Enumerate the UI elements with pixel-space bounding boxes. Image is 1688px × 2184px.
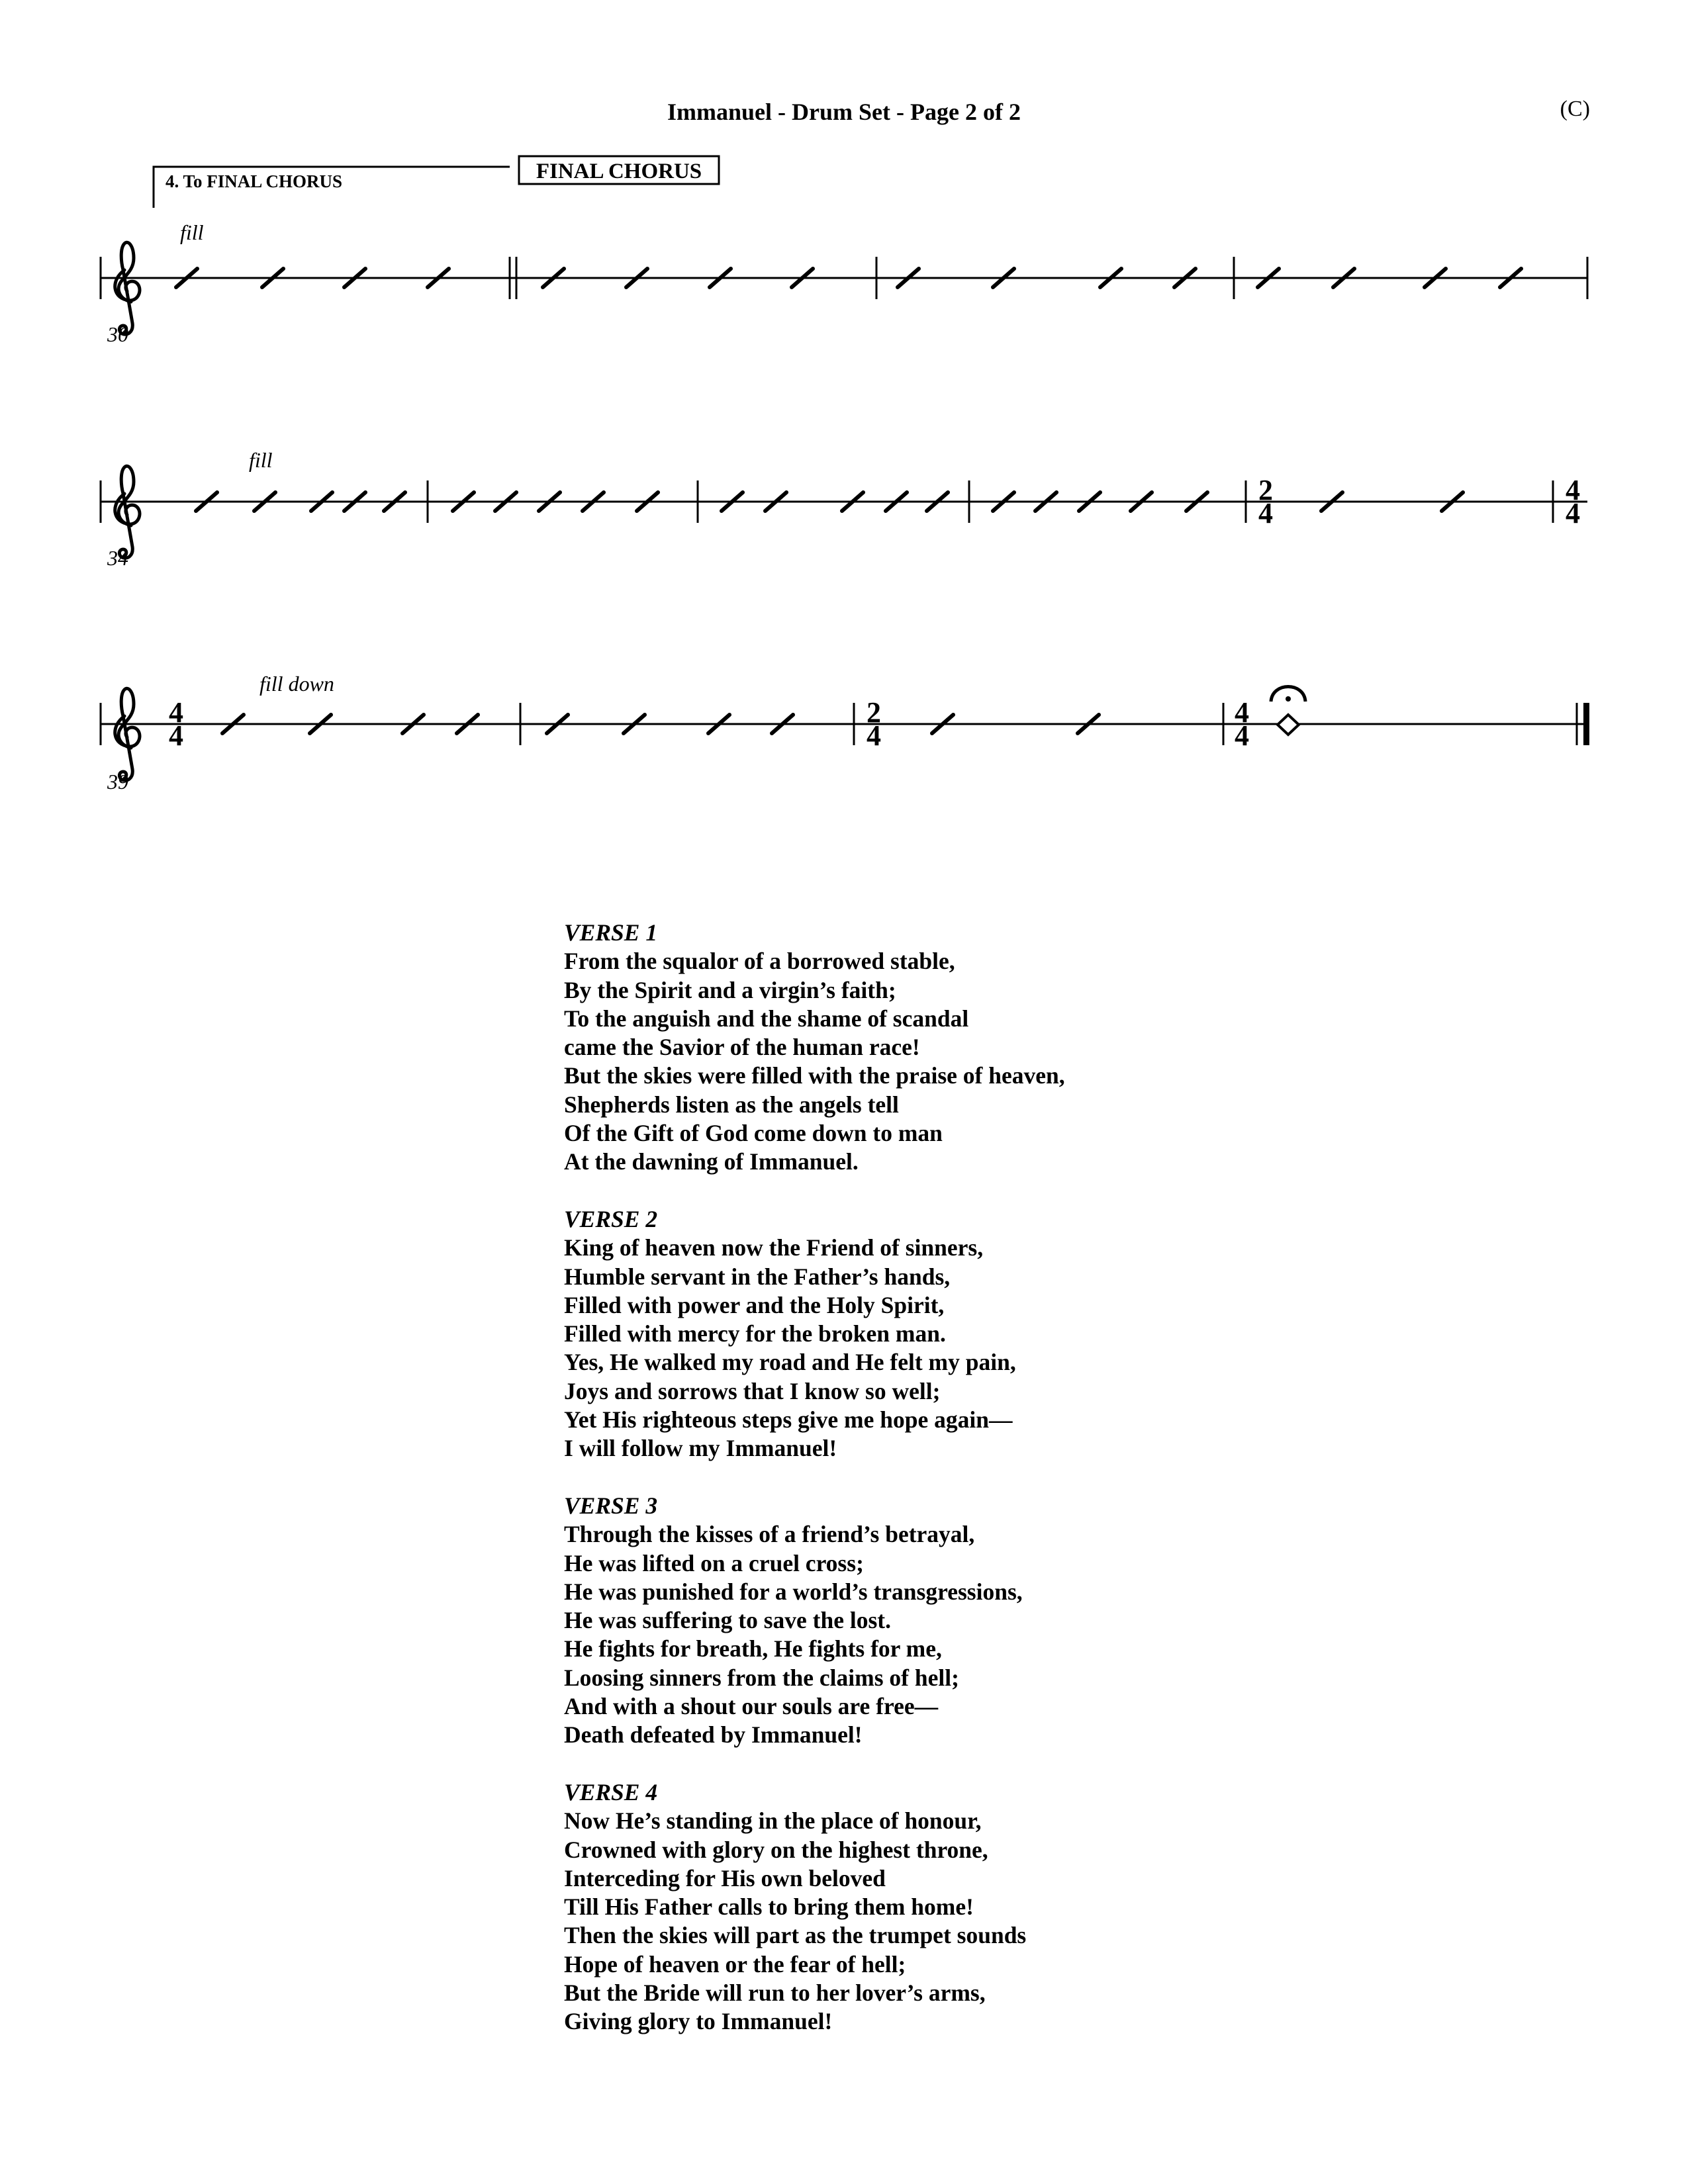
svg-text:4: 4 xyxy=(169,719,183,752)
lyric-line: At the dawning of Immanuel. xyxy=(564,1148,859,1175)
lyric-line: Through the kisses of a friend’s betrayal, xyxy=(564,1521,975,1548)
lyric-line: Loosing sinners from the claims of hell; xyxy=(564,1664,959,1691)
lyric-line: And with a shout our souls are free— xyxy=(564,1693,939,1720)
fill-direction: fill down xyxy=(259,672,334,696)
lyric-line: Till His Father calls to bring them home! xyxy=(564,1893,974,1921)
verse-heading: VERSE 2 xyxy=(564,1205,658,1232)
verse-heading: VERSE 4 xyxy=(564,1778,658,1805)
system-1 xyxy=(101,156,1587,346)
svg-text:2: 2 xyxy=(867,696,881,729)
verse-3 xyxy=(564,1492,1065,1750)
svg-text:4: 4 xyxy=(1235,696,1249,729)
verse-heading: VERSE 1 xyxy=(564,919,658,946)
verse-1 xyxy=(564,919,1065,1177)
svg-text:4: 4 xyxy=(1235,719,1249,752)
drum-score xyxy=(0,0,1688,814)
lyrics-block xyxy=(564,919,1065,2065)
time-signature-4-4 xyxy=(169,696,183,752)
lyric-line: Then the skies will part as the trumpet sounds xyxy=(564,1922,1027,1949)
lyric-line: Of the Gift of God come down to man xyxy=(564,1120,943,1147)
lyric-line: Crowned with glory on the highest throne, xyxy=(564,1836,988,1863)
treble-clef-icon xyxy=(115,688,140,780)
lyric-line: But the Bride will run to her lover’s arms, xyxy=(564,1979,986,2006)
lyric-line: Filled with power and the Holy Spirit, xyxy=(564,1291,945,1318)
lyric-line: Filled with mercy for the broken man. xyxy=(564,1320,946,1347)
lyric-line: Hope of heaven or the fear of hell; xyxy=(564,1950,906,1978)
system-2 xyxy=(101,448,1587,570)
rehearsal-mark: FINAL CHORUS xyxy=(536,159,702,183)
treble-clef-icon xyxy=(115,242,140,334)
verse-heading: VERSE 3 xyxy=(564,1492,658,1519)
fill-direction: fill xyxy=(180,220,204,244)
lyric-line: Death defeated by Immanuel! xyxy=(564,1721,863,1749)
lyric-line: Yet His righteous steps give me hope again— xyxy=(564,1406,1013,1433)
lyric-line: He was lifted on a cruel cross; xyxy=(564,1549,864,1576)
svg-text:4: 4 xyxy=(1566,474,1580,506)
time-signature-2-4 xyxy=(867,696,881,752)
lyric-line: Humble servant in the Father’s hands, xyxy=(564,1263,951,1290)
lyric-line: But the skies were filled with the praise of heaven, xyxy=(564,1062,1065,1089)
fermata-dot-icon xyxy=(1286,696,1291,702)
time-signature-2-4 xyxy=(1258,474,1273,529)
svg-text:4: 4 xyxy=(867,719,881,752)
whole-note-diamond-icon xyxy=(1278,715,1299,735)
svg-text:4: 4 xyxy=(169,696,183,729)
measure-number: 34 xyxy=(107,546,128,570)
lyric-line: Interceding for His own beloved xyxy=(564,1864,886,1891)
verse-4 xyxy=(564,1778,1065,2036)
lyric-line: King of heaven now the Friend of sinners, xyxy=(564,1234,984,1261)
lyric-line: came the Savior of the human race! xyxy=(564,1034,920,1061)
lyric-line: Giving glory to Immanuel! xyxy=(564,2008,833,2035)
treble-clef-icon xyxy=(115,466,140,558)
svg-text:4: 4 xyxy=(1258,497,1273,529)
lyric-line: To the anguish and the shame of scandal xyxy=(564,1005,969,1032)
lyric-line: By the Spirit and a virgin’s faith; xyxy=(564,976,896,1003)
lyric-line: I will follow my Immanuel! xyxy=(564,1435,837,1462)
copyright-mark: (C) xyxy=(1560,97,1590,121)
verse-2 xyxy=(564,1205,1065,1463)
lyric-line: He was punished for a world’s transgressions, xyxy=(564,1578,1023,1605)
lyric-line: Now He’s standing in the place of honour, xyxy=(564,1807,982,1835)
volta-label: 4. To FINAL CHORUS xyxy=(165,171,343,191)
time-signature-4-4 xyxy=(1566,474,1580,529)
measure-number: 39 xyxy=(107,770,128,794)
system-3 xyxy=(101,672,1589,794)
time-signature-4-4 xyxy=(1235,696,1249,752)
lyric-line: Joys and sorrows that I know so well; xyxy=(564,1377,941,1404)
measure-number: 30 xyxy=(107,322,128,346)
lyric-line: Yes, He walked my road and He felt my pain, xyxy=(564,1349,1016,1376)
lyric-line: From the squalor of a borrowed stable, xyxy=(564,948,955,975)
page-title: Immanuel - Drum Set - Page 2 of 2 xyxy=(667,99,1021,125)
lyric-line: He fights for breath, He fights for me, xyxy=(564,1635,942,1662)
lyric-line: He was suffering to save the lost. xyxy=(564,1607,891,1634)
svg-text:4: 4 xyxy=(1566,497,1580,529)
svg-text:2: 2 xyxy=(1258,474,1273,506)
lyric-line: Shepherds listen as the angels tell xyxy=(564,1091,899,1118)
fill-direction: fill xyxy=(249,448,273,472)
